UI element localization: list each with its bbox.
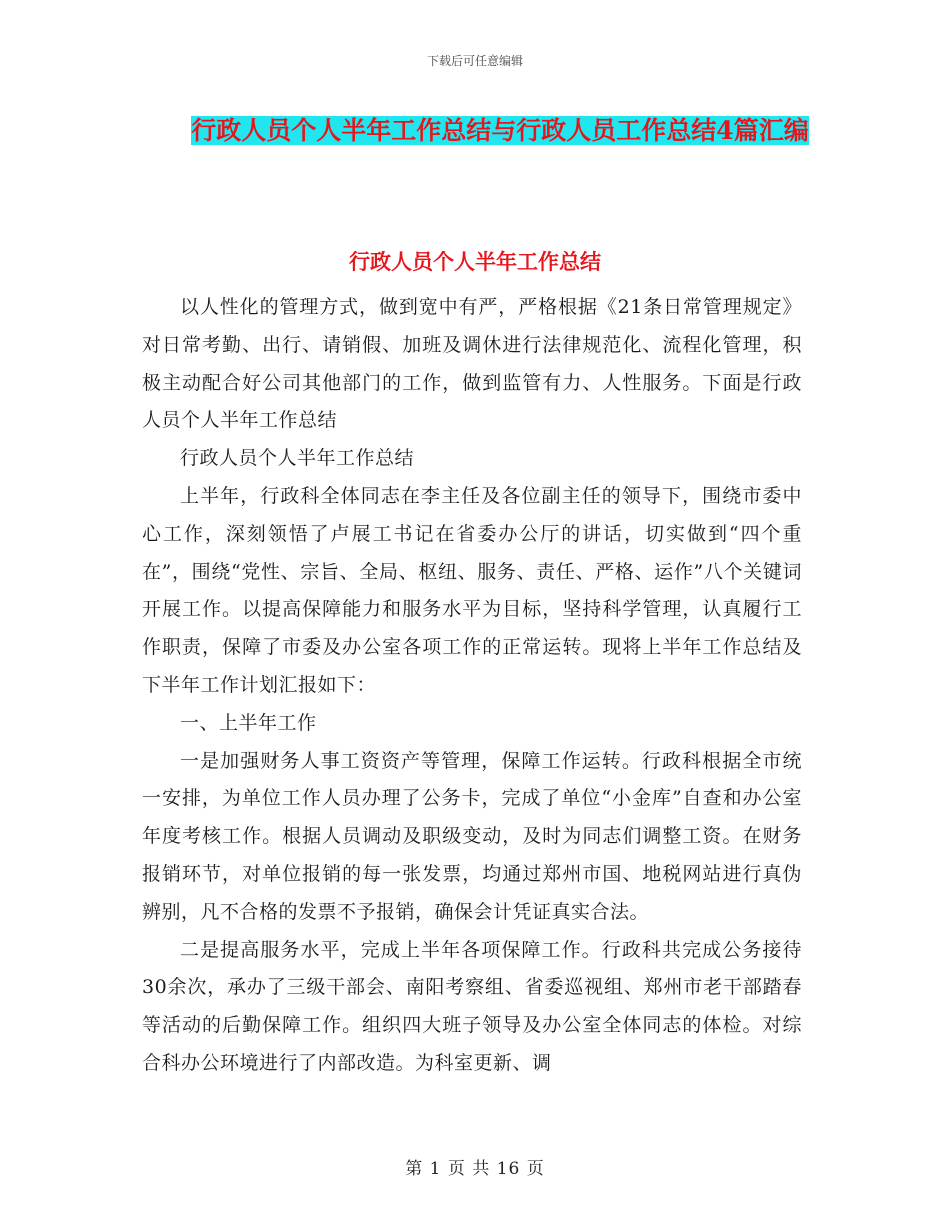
paragraph: 一是加强财务人事工资资产等管理，保障工作运转。行政科根据全市统一安排，为单位工作人员办理了公务卡，完成了单位“小金库”自查和办公室年度考核工作。根据人员调动及职级变动，及时为同志们调整工资。在财务报销环节，对单位报销的每一张发票，均通过郑州市国、地税网站进行真伪辨别，凡不合格的发票不予报销，确保会计凭证真实合法。 — [142, 749, 802, 923]
paragraph: 行政人员个人半年工作总结 — [180, 447, 415, 470]
document-body — [142, 289, 802, 1083]
document-title — [190, 106, 810, 156]
paragraph: 一、上半年工作 — [180, 711, 317, 734]
paragraph: 上半年，行政科全体同志在李主任及各位副主任的领导下，围绕市委中心工作，深刻领悟了卢展工书记在省委办公厅的讲话，切实做到“四个重在”，围绕“党性、宗旨、全局、枢纽、服务、责任、严格、运作”八个关键词开展工作。以提高保障能力和服务水平为目标，坚持科学管理，认真履行工作职责，保障了市委及办公室各项工作的正常运转。现将上半年工作总结及下半年工作计划汇报如下： — [142, 484, 802, 696]
document-title-text: 行政人员个人半年工作总结与行政人员工作总结4篇汇编 — [191, 116, 809, 145]
header-note: 下载后可任意编辑 — [426, 54, 523, 68]
paragraph: 二是提高服务水平，完成上半年各项保障工作。行政科共完成公务接待30余次，承办了三级干部会、南阳考察组、省委巡视组、郑州市老干部踏春等活动的后勤保障工作。组织四大班子领导及办公室全体同志的体检。对综合科办公环境进行了内部改造。为科室更新、调 — [142, 938, 802, 1074]
page-number: 第 1 页 共 16 页 — [405, 1159, 545, 1179]
section-title: 行政人员个人半年工作总结 — [349, 249, 601, 274]
paragraph: 以人性化的管理方式，做到宽中有严，严格根据《21条日常管理规定》对日常考勤、出行、请销假、加班及调休进行法律规范化、流程化管理，积极主动配合好公司其他部门的工作，做到监管有力、人性服务。下面是行政人员个人半年工作总结 — [142, 296, 802, 432]
